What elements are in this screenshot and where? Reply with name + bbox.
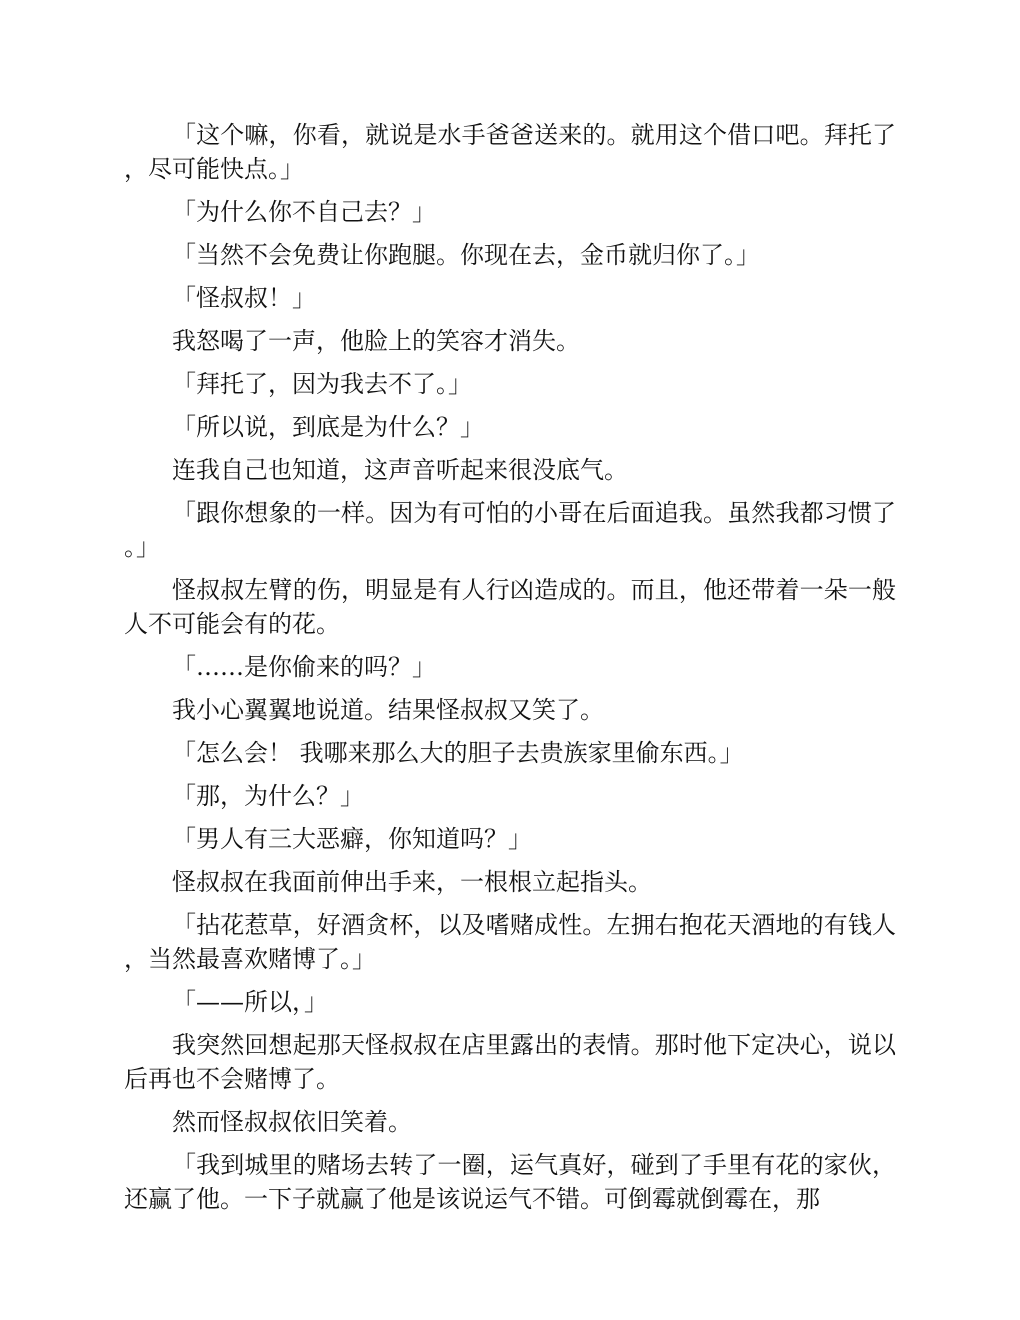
paragraph: 「怪叔叔！」 (172, 284, 316, 312)
paragraph: 「……是你偷来的吗？」 (172, 653, 436, 681)
body-text (124, 118, 896, 1225)
paragraph: 「拈花惹草，好酒贪杯，以及嗜赌成性。左拥右抱花天酒地的有钱人，当然最喜欢赌博了。」 (124, 911, 896, 973)
paragraph: 「——所以，」 (172, 988, 328, 1016)
paragraph: 「所以说，到底是为什么？」 (172, 413, 484, 441)
paragraph: 「那，为什么？」 (172, 782, 364, 810)
paragraph: 「为什么你不自己去？」 (172, 198, 436, 226)
paragraph: 「怎么会！ 我哪来那么大的胆子去贵族家里偷东西。」 (172, 739, 744, 767)
paragraph: 我突然回想起那天怪叔叔在店里露出的表情。那时他下定决心，说以后再也不会赌博了。 (124, 1031, 896, 1093)
paragraph: 「这个嘛，你看，就说是水手爸爸送来的。就用这个借口吧。拜托了，尽可能快点。」 (124, 121, 896, 183)
paragraph: 「当然不会免费让你跑腿。你现在去，金币就归你了。」 (172, 241, 760, 269)
paragraph: 连我自己也知道，这声音听起来很没底气。 (172, 456, 628, 484)
paragraph: 怪叔叔在我面前伸出手来，一根根立起指头。 (172, 868, 652, 896)
paragraph: 我小心翼翼地说道。结果怪叔叔又笑了。 (172, 696, 604, 724)
paragraph: 怪叔叔左臂的伤，明显是有人行凶造成的。而且，他还带着一朵一般人不可能会有的花。 (124, 576, 896, 638)
paragraph: 「拜托了，因为我去不了。」 (172, 370, 472, 398)
paragraph: 「我到城里的赌场去转了一圈，运气真好，碰到了手里有花的家伙，还赢了他。一下子就赢了他是该说运气不错。可倒霉就倒霉在，那 (124, 1151, 896, 1213)
paragraph: 然而怪叔叔依旧笑着。 (172, 1108, 412, 1136)
paragraph: 「跟你想象的一样。因为有可怕的小哥在后面追我。虽然我都习惯了。」 (124, 499, 896, 561)
paragraph: 我怒喝了一声，他脸上的笑容才消失。 (172, 327, 580, 355)
paragraph: 「男人有三大恶癖，你知道吗？」 (172, 825, 532, 853)
